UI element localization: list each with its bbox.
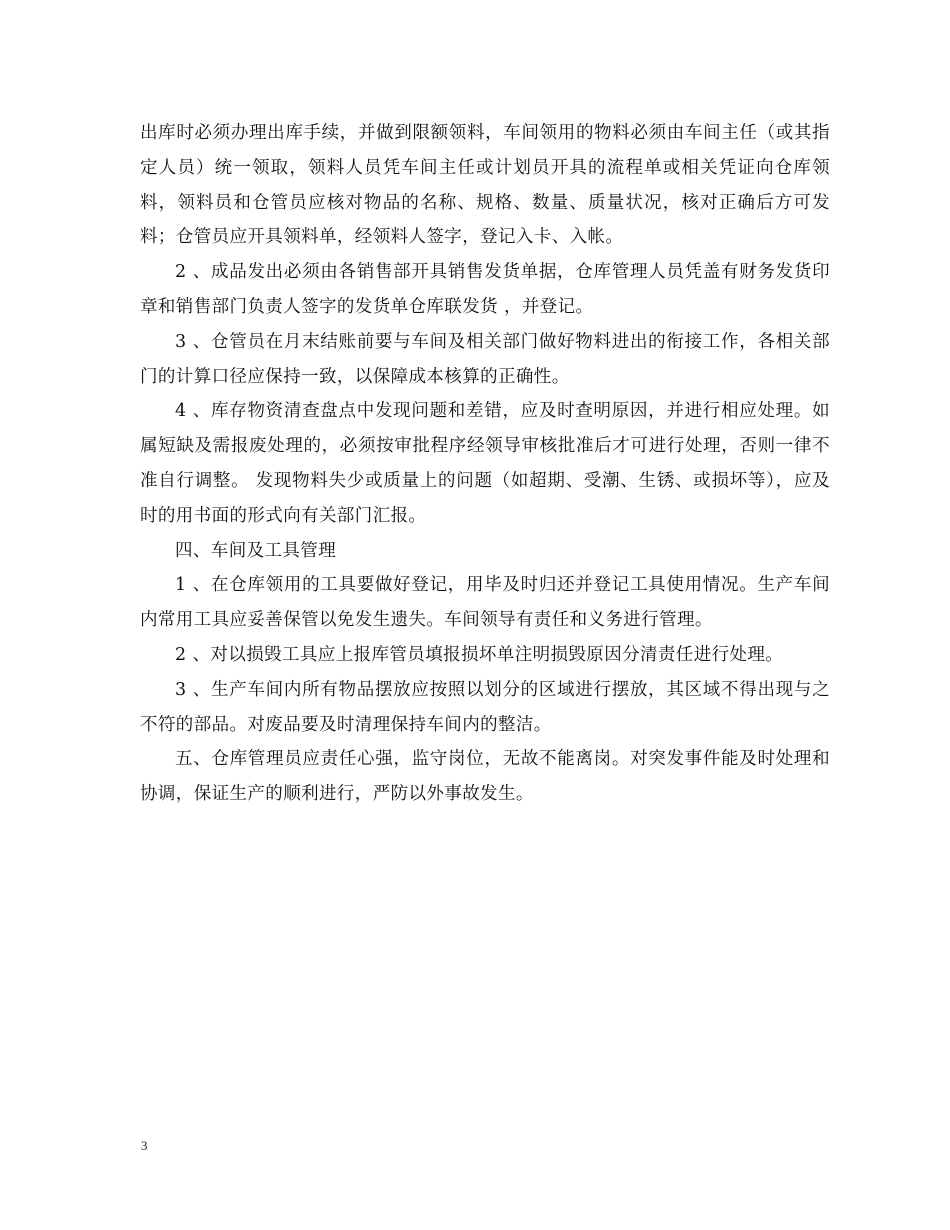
paragraph-warehouse-keeper-duty: 五、仓库管理员应责任心强，监守岗位，无故不能离岗。对突发事件能及时处理和协调，保证生产的顺利进行，严防以外事故发生。 — [140, 749, 830, 805]
document-body — [140, 116, 830, 812]
paragraph-finished-goods-dispatch: 2 、成品发出必须由各销售部开具销售发货单据，仓库管理人员凭盖有财务发货印章和销售部门负责人签字的发货单仓库联发货 ，并登记。 — [140, 262, 830, 317]
section-heading-workshop-tools: 四、车间及工具管理 — [175, 540, 337, 561]
paragraph-inventory-check: 4 、库存物资清查盘点中发现问题和差错，应及时查明原因，并进行相应处理。如属短缺及需报废处理的，必须按审批程序经领导审核批准后才可进行处理，否则一律不准自行调整。 发现物料失少或质量上的问题（如超期、受潮、生锈、或损坏等），应及时的用书面的形式向有关部门汇报。 — [140, 401, 830, 526]
paragraph-issue-procedure: 出库时必须办理出库手续，并做到限额领料，车间领用的物料必须由车间主任（或其指定人员）统一领取，领料人员凭车间主任或计划员开具的流程单或相关凭证向仓库领料，领料员和仓管员应核对物品的名称、规格、数量、质量状况，核对正确后方可发料；仓管员应开具领料单，经领料人签字，登记入卡、入帐。 — [140, 123, 830, 248]
paragraph-item-placement: 3 、生产车间内所有物品摆放应按照以划分的区域进行摆放，其区域不得出现与之不符的部品。对废品要及时清理保持车间内的整洁。 — [140, 679, 830, 735]
page-number: 3 — [141, 1138, 148, 1153]
paragraph-month-end-reconciliation: 3 、仓管员在月末结账前要与车间及相关部门做好物料进出的衔接工作，各相关部门的计算口径应保持一致，以保障成本核算的正确性。 — [140, 331, 830, 387]
paragraph-damaged-tools: 2 、对以损毁工具应上报库管员填报损坏单注明损毁原因分清责任进行处理。 — [175, 644, 784, 665]
paragraph-tool-registration: 1 、在仓库领用的工具要做好登记，用毕及时归还并登记工具使用情况。生产车间内常用工具应妥善保管以免发生遗失。车间领导有责任和义务进行管理。 — [140, 575, 830, 631]
